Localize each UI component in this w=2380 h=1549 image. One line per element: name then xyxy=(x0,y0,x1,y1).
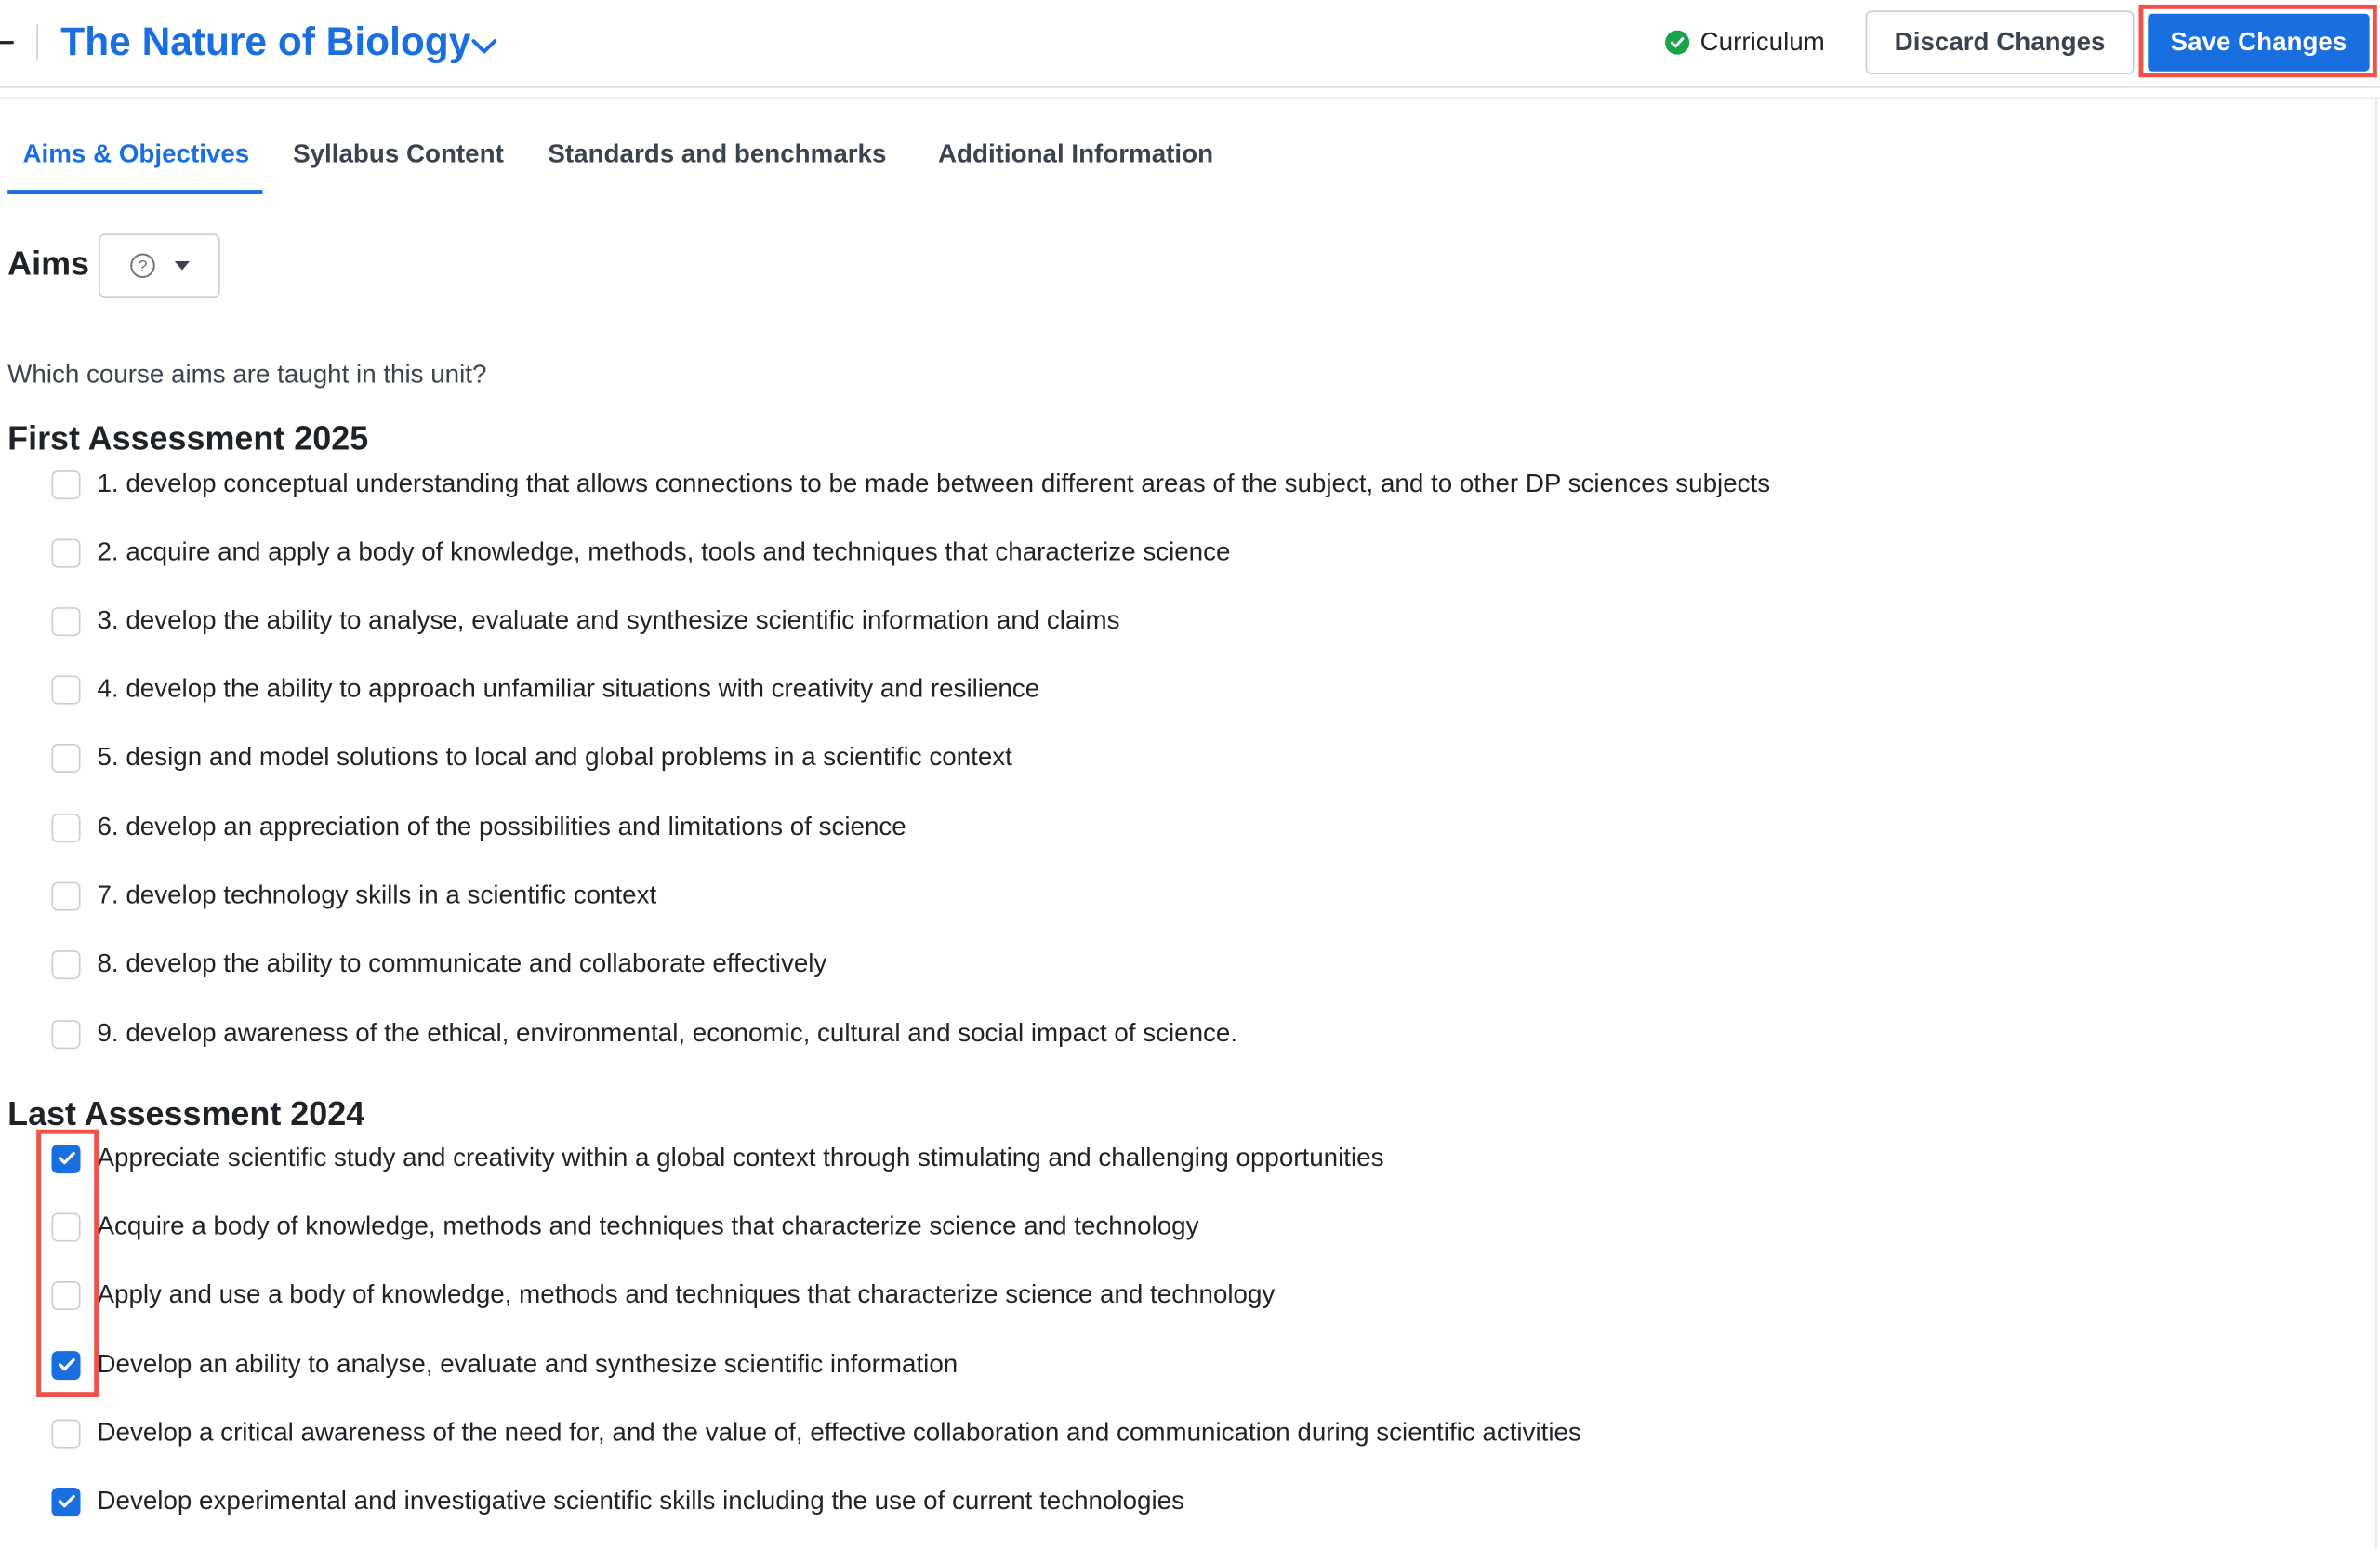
tab-bar xyxy=(0,127,1366,194)
aim-checkbox-row[interactable] xyxy=(52,536,1231,569)
aim-label: Apply and use a body of knowledge, methods and techniques that characterize science and technology xyxy=(97,1279,1276,1309)
discard-changes-button[interactable]: Discard Changes xyxy=(1866,10,2135,74)
aim-checkbox-row[interactable] xyxy=(52,468,1771,501)
checkmark-icon xyxy=(57,1151,75,1166)
checkbox-unchecked[interactable] xyxy=(52,1212,81,1241)
header-divider-line xyxy=(0,97,2380,99)
aim-label: 8. develop the ability to communicate and collaborate effectively xyxy=(97,948,827,978)
aims-prompt: Which course aims are taught in this unit? xyxy=(7,359,487,389)
aim-label: Acquire a body of knowledge, methods and techniques that characterize science and technology xyxy=(97,1211,1199,1240)
aim-label: Develop a critical awareness of the need for, and the value of, effective collaboration and communication during scientific activities xyxy=(97,1417,1581,1447)
aim-checkbox-row[interactable] xyxy=(52,879,657,912)
question-circle-icon xyxy=(129,252,156,279)
aim-label: 7. develop technology skills in a scientific context xyxy=(97,880,657,909)
aim-checkbox-row[interactable] xyxy=(52,1416,1581,1450)
aim-label: Develop experimental and investigative scientific skills including the use of current technologies xyxy=(97,1486,1184,1516)
page-title[interactable]: The Nature of Biology xyxy=(60,18,471,64)
aim-label: 6. develop an appreciation of the possibilities and limitations of science xyxy=(97,812,906,841)
aim-label: Appreciate scientific study and creativity within a global context through stimulating and challenging opportunities xyxy=(97,1143,1384,1172)
checkmark-icon xyxy=(57,1494,75,1509)
section-title-last-assessment: Last Assessment 2024 xyxy=(7,1094,365,1132)
checkbox-unchecked[interactable] xyxy=(52,675,81,704)
checkbox-unchecked[interactable] xyxy=(52,813,81,841)
curriculum-status xyxy=(1665,24,1825,60)
aim-label: 4. develop the ability to approach unfamiliar situations with creativity and resilience xyxy=(97,673,1040,703)
checkbox-unchecked[interactable] xyxy=(52,606,81,635)
status-label: Curriculum xyxy=(1699,27,1825,57)
aim-checkbox-row[interactable] xyxy=(52,1142,1384,1175)
header-divider xyxy=(36,24,38,60)
checkbox-unchecked[interactable] xyxy=(52,949,81,978)
help-dropdown[interactable] xyxy=(99,233,220,298)
tab-standards-benchmarks[interactable]: Standards and benchmarks xyxy=(548,139,887,169)
aim-checkbox-row[interactable] xyxy=(52,947,827,981)
checkbox-unchecked[interactable] xyxy=(52,470,81,498)
checkbox-unchecked[interactable] xyxy=(52,1019,81,1048)
aim-label: Develop an ability to analyse, evaluate and synthesize scientific information xyxy=(97,1349,959,1379)
aim-checkbox-row[interactable] xyxy=(52,811,906,844)
aim-label: 5. design and model solutions to local and global problems in a scientific context xyxy=(97,742,1012,772)
aim-label: 2. acquire and apply a body of knowledge, methods, tools and techniques that characterize science xyxy=(97,536,1231,566)
aim-checkbox-row[interactable] xyxy=(52,1485,1184,1518)
chevron-down-icon[interactable] xyxy=(469,31,500,61)
aims-heading: Aims xyxy=(7,244,89,283)
tab-additional-information[interactable]: Additional Information xyxy=(938,139,1214,169)
aim-label: 1. develop conceptual understanding that allows connections to be made between different areas of the subject, and to other DP sciences subjects xyxy=(97,469,1771,498)
tab-aims-objectives[interactable]: Aims & Objectives xyxy=(22,139,250,169)
checkbox-unchecked[interactable] xyxy=(52,743,81,772)
aim-checkbox-row[interactable] xyxy=(52,1017,1238,1051)
aim-label: 9. develop awareness of the ethical, environmental, economic, cultural and social impact of science. xyxy=(97,1018,1238,1048)
save-changes-button[interactable]: Save Changes xyxy=(2148,14,2369,72)
tab-syllabus-content[interactable]: Syllabus Content xyxy=(293,139,504,169)
svg-text:?: ? xyxy=(138,257,148,276)
checkbox-unchecked[interactable] xyxy=(52,538,81,567)
aim-label: 3. develop the ability to analyse, evaluate and synthesize scientific information and claims xyxy=(97,605,1120,635)
section-title-first-assessment: First Assessment 2025 xyxy=(7,418,369,457)
top-header xyxy=(0,0,2380,88)
aim-checkbox-row[interactable] xyxy=(52,741,1012,774)
checkbox-checked[interactable] xyxy=(52,1487,81,1516)
aim-checkbox-row[interactable] xyxy=(52,672,1040,706)
aim-checkbox-row[interactable] xyxy=(52,1210,1199,1243)
caret-down-icon xyxy=(175,261,190,271)
check-circle-icon xyxy=(1665,31,1689,55)
checkbox-unchecked[interactable] xyxy=(52,881,81,910)
checkbox-unchecked[interactable] xyxy=(52,1419,81,1448)
active-tab-indicator xyxy=(7,190,262,194)
collapse-dash-icon[interactable] xyxy=(0,41,14,44)
checkbox-checked[interactable] xyxy=(52,1350,81,1379)
aim-checkbox-row[interactable] xyxy=(52,1348,959,1382)
checkbox-checked[interactable] xyxy=(52,1144,81,1172)
checkmark-icon xyxy=(57,1357,75,1372)
aim-checkbox-row[interactable] xyxy=(52,604,1120,638)
content-right-border xyxy=(2375,97,2377,1548)
checkbox-unchecked[interactable] xyxy=(52,1280,81,1309)
aim-checkbox-row[interactable] xyxy=(52,1278,1276,1312)
